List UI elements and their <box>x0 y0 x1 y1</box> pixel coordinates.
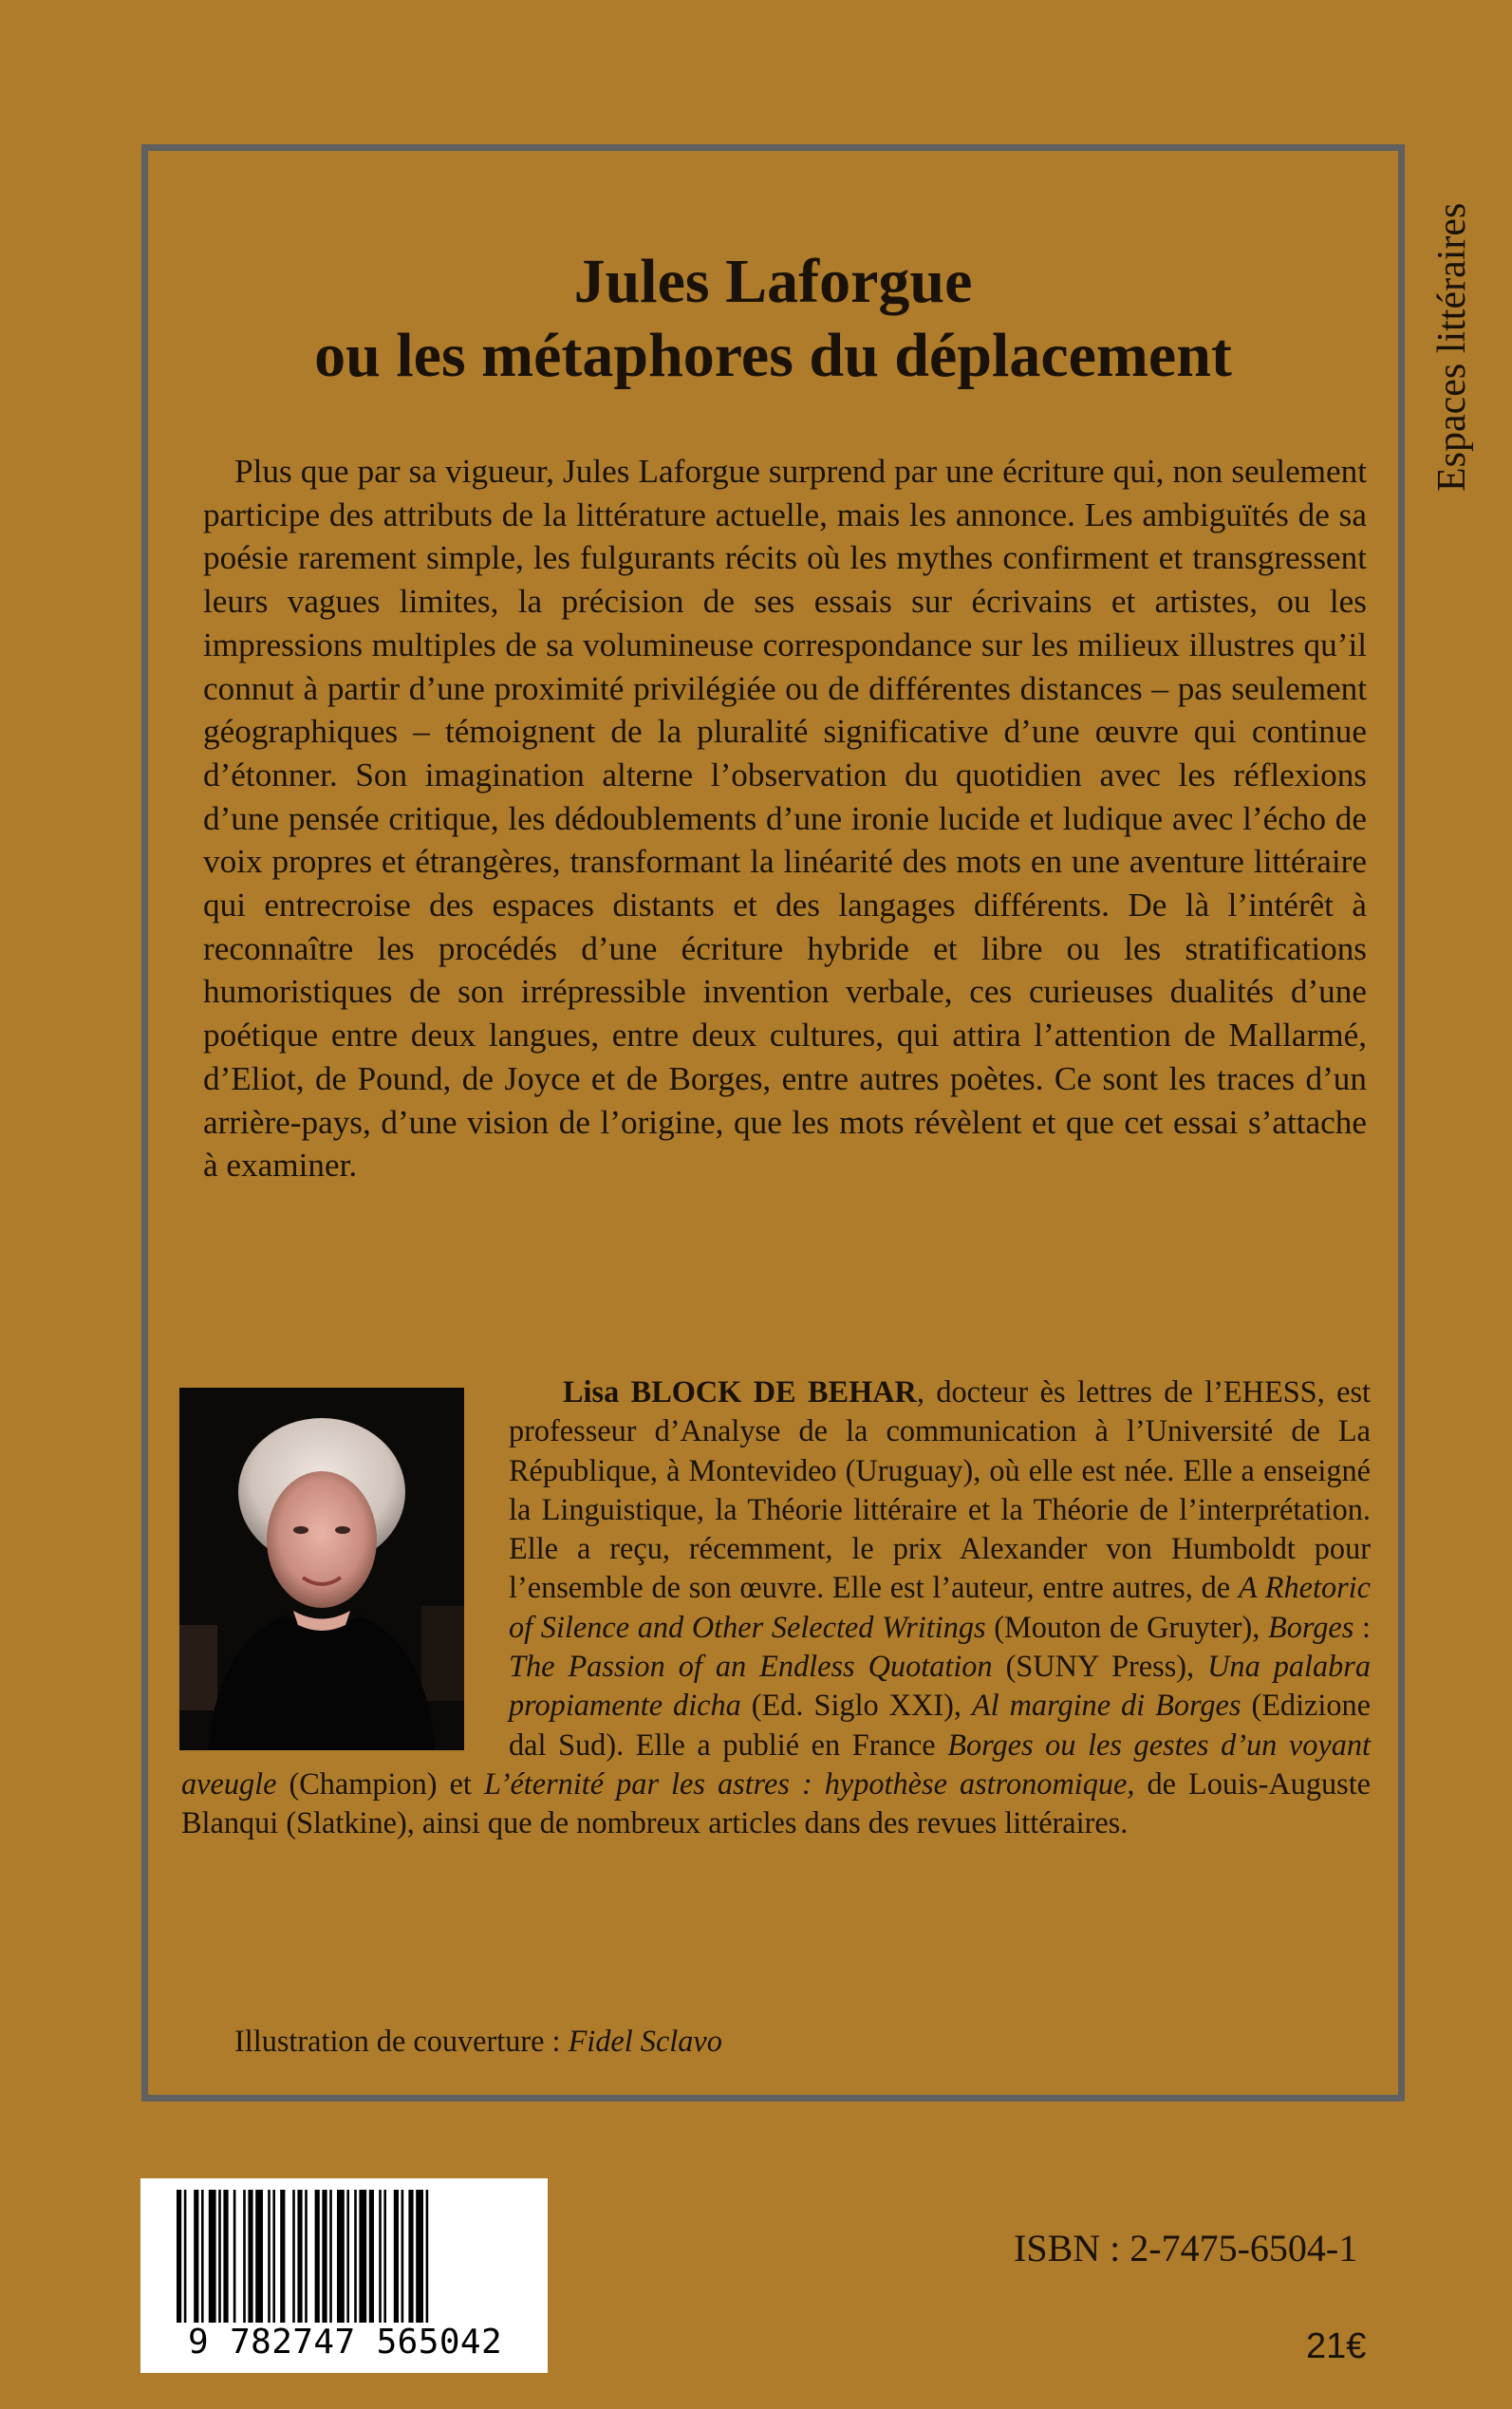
series-name: Espaces littéraires <box>1430 202 1474 492</box>
book-subtitle: ou les métaphores du déplacement <box>314 321 1232 390</box>
work-title: Una palabra propiamente dicha <box>509 1649 1371 1723</box>
work-title: L’éternité par les astres : hypothèse astronomique, <box>483 1765 1135 1801</box>
book-title: Jules Laforgue <box>573 247 973 316</box>
barcode-digits: 9 782747 565042 <box>187 2323 503 2362</box>
illustration-credit: Illustration de couverture : Fidel Sclavo <box>234 2024 722 2058</box>
work-title: The Passion of an Endless Quotation <box>509 1649 993 1684</box>
book-abstract: Plus que par sa vigueur, Jules Laforgue surprend par une écriture qui, non seulement participe des attributs de la littérature actuelle, mais les annonce. Les ambiguïtés de sa poésie rarement simple, les fulgurants récits où les mythes confirment et transgressent leurs vagues limites, la précision de ses essais sur écrivains et artistes, ou les impressions multiples de sa volumineuse correspondance sur les milieux illustres qu’il connut à partir d’une proximité privilégiée ou de différentes distances – pas seulement géographiques – témoignent de la pluralité significative d’une œuvre qui continue d’étonner. Son imagination alterne l’observation du quotidien avec les réflexions d’une pensée critique, les dédoublements d’une ironie lucide et ludique avec l’écho de voix propres et étrangères, transformant la linéarité des mots en une aventure littéraire qui entrecroise des espaces distants et des langages différents. De là l’intérêt à reconnaître les procédés d’une écriture hybride et libre ou les stratifications humoristiques de son irrépressible invention verbale, ces curieuses dualités d’une poétique entre deux langues, entre deux cultures, qui attira l’attention de Mallarmé, d’Eliot, de Pound, de Joyce et de Borges, entre autres poètes. Ce sont les traces d’un arrière-pays, d’une vision de l’origine, que les mots révèlent et que cet essai s’attache à examiner. <box>203 453 1367 1185</box>
work-title: Borges ou les gestes d’un voyant aveugle <box>181 1727 1371 1801</box>
work-title: Borges <box>1268 1609 1354 1644</box>
work-title: A Rhetoric of Silence and Other Selected Writings <box>509 1570 1371 1644</box>
work-title: Al margine di Borges <box>971 1688 1241 1723</box>
barcode-bars <box>177 2190 509 2323</box>
illustrator-name: Fidel Sclavo <box>568 2024 722 2058</box>
price: 21€ <box>1306 2326 1367 2366</box>
author-bio: Lisa BLOCK DE BEHAR, docteur ès lettres de l’EHESS, est professeur d’Analyse de la communication à l’Université de La République, à Montevideo (Uruguay), où elle est née. Elle a enseigné la Linguistique, la Théorie littéraire et la Théorie de l’interprétation. Elle a reçu, récemment, le prix Alexander von Humboldt pour l’ensemble de son œuvre. Elle est l’auteur, entre autres, de A Rhetoric of Silence and Other Selected Writings (Mouton de Gruyter), Borges : The Passion of an Endless Quotation (SUNY Press), Una palabra propiamente dicha (Ed. Siglo XXI), Al margine di Borges (Edizione dal Sud). Elle a publié en France Borges ou les gestes d’un voyant aveugle (Champion) et L’éternité par les astres : hypothèse astronomique, de Louis-Auguste Blanqui (Slatkine), ainsi que de nombreux articles dans des revues littéraires. <box>181 1374 1372 1840</box>
barcode <box>140 2178 548 2373</box>
isbn-number: ISBN : 2-7475-6504-1 <box>1014 2227 1358 2269</box>
author-name: Lisa BLOCK DE BEHAR <box>563 1374 917 1409</box>
